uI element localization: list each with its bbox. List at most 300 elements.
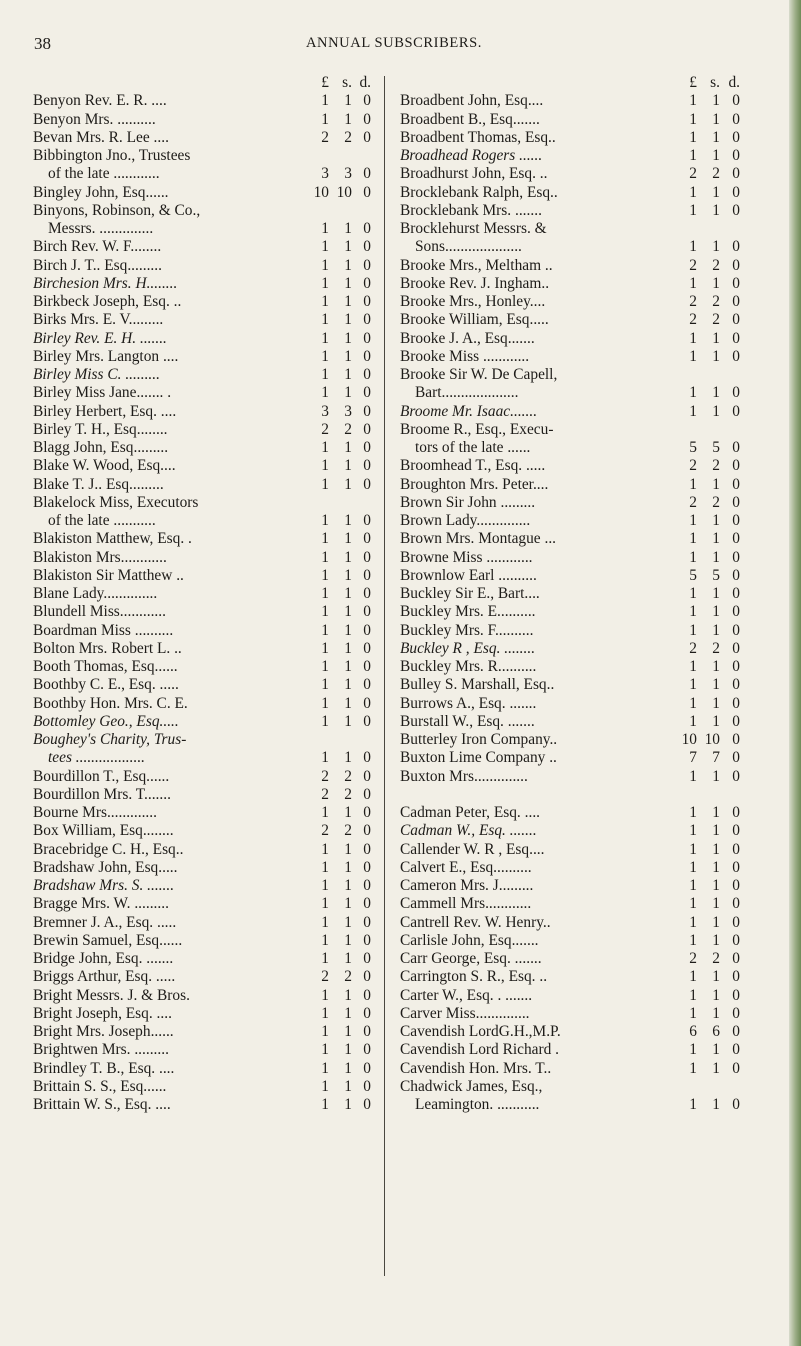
subscriber-row [400, 366, 740, 384]
subscriber-row [400, 384, 740, 402]
pence-value: 0 [732, 913, 740, 931]
pounds-value: 1 [321, 512, 329, 529]
subscriber-row [33, 147, 371, 165]
subscriber-name: Boughey's Charity, Trus- [33, 731, 187, 748]
shillings-value: 1 [344, 658, 352, 675]
subscriber-name: Birley T. H., Esq........ [33, 420, 168, 438]
pence-header: d. [728, 74, 740, 91]
subscriber-name: Broomhead T., Esq. ..... [400, 457, 546, 475]
subscriber-row [400, 622, 740, 640]
pence-value: 0 [363, 895, 371, 913]
pence-value: 0 [363, 238, 371, 256]
pounds-value: 1 [321, 639, 329, 657]
subscriber-name: Broadhurst John, Esq. .. [400, 165, 548, 183]
pounds-value: 1 [321, 566, 329, 584]
subscriber-row [400, 1041, 740, 1059]
shillings-value: 2 [344, 767, 352, 785]
shillings-value: 1 [712, 968, 720, 986]
shillings-value: 1 [712, 238, 720, 256]
subscriber-name: of the late ............ [48, 165, 160, 183]
pence-value: 0 [363, 347, 371, 365]
pounds-value: 1 [689, 658, 697, 675]
pounds-value: 1 [321, 694, 329, 712]
pence-value: 0 [363, 402, 371, 420]
pounds-value: 2 [321, 785, 329, 803]
pence-value: 0 [363, 293, 371, 310]
subscriber-row [33, 950, 371, 968]
pounds-value: 6 [689, 1023, 697, 1040]
pounds-value: 1 [321, 1077, 329, 1095]
subscriber-row [33, 238, 371, 256]
subscriber-name: Bright Messrs. J. & Bros. [33, 986, 190, 1004]
pounds-value: 1 [689, 1004, 697, 1022]
subscriber-name: Carter W., Esq. . ....... [400, 986, 533, 1004]
subscriber-name: Butterley Iron Company.. [400, 731, 558, 748]
pounds-value: 1 [321, 92, 329, 110]
subscriber-row [33, 841, 371, 859]
subscriber-name: Cavendish LordG.H.,M.P. [400, 1023, 561, 1040]
subscriber-name: Broadhead Rogers ...... [400, 147, 543, 164]
subscriber-row [33, 275, 371, 293]
subscriber-row [400, 111, 740, 129]
subscriber-row [33, 476, 371, 494]
pence-value: 0 [363, 329, 371, 347]
pence-value: 0 [732, 92, 740, 110]
subscriber-name: Cavendish Lord Richard . [400, 1041, 560, 1059]
pounds-value: 2 [321, 822, 329, 840]
subscriber-name: Sons.................... [415, 238, 522, 256]
subscriber-row [33, 220, 371, 238]
subscriber-row [33, 494, 371, 512]
subscriber-name: Bourne Mrs............. [33, 804, 157, 821]
subscriber-name: Bourdillon T., Esq...... [33, 767, 170, 785]
pence-value: 0 [732, 439, 740, 456]
subscriber-row [400, 220, 740, 238]
subscriber-row [33, 749, 371, 767]
subscriber-row [400, 1005, 740, 1023]
subscriber-name: Bourdillon Mrs. T....... [33, 785, 171, 803]
subscriber-row [400, 293, 740, 311]
pounds-value: 1 [321, 293, 329, 310]
shillings-value: 2 [344, 968, 352, 986]
pounds-value: 1 [321, 658, 329, 675]
pence-value: 0 [363, 512, 371, 529]
pence-value: 0 [732, 877, 740, 894]
shillings-value: 1 [344, 840, 352, 858]
subscriber-name: Bremner J. A., Esq. ..... [33, 913, 177, 931]
pounds-value: 1 [689, 274, 697, 292]
pence-value: 0 [363, 1059, 371, 1077]
subscriber-row [400, 202, 740, 220]
subscriber-row [33, 786, 371, 804]
pence-value: 0 [732, 110, 740, 128]
shillings-value: 1 [344, 694, 352, 712]
subscriber-row [400, 92, 740, 110]
page-edge [789, 0, 801, 1346]
pounds-value: 1 [321, 530, 329, 548]
subscriber-row [33, 530, 371, 548]
shillings-value: 1 [344, 293, 352, 310]
shillings-value: 1 [344, 603, 352, 621]
subscriber-name: Brooke J. A., Esq....... [400, 329, 535, 347]
subscriber-row [33, 567, 371, 585]
subscriber-row [400, 1060, 740, 1078]
shillings-value: 1 [712, 804, 720, 821]
subscriber-name: Cantrell Rev. W. Henry.. [400, 913, 551, 931]
subscriber-row [400, 695, 740, 713]
subscriber-row [33, 877, 371, 895]
subscriber-row [400, 841, 740, 859]
subscriber-row [33, 622, 371, 640]
shillings-value: 1 [344, 712, 352, 730]
subscriber-name: Birley Miss Jane....... . [33, 384, 172, 402]
pounds-value: 1 [321, 457, 329, 475]
pence-value: 0 [732, 1041, 740, 1059]
shillings-value: 1 [344, 1004, 352, 1022]
pence-value: 0 [732, 1023, 740, 1040]
pence-value: 0 [363, 950, 371, 967]
pence-value: 0 [363, 968, 371, 986]
subscriber-row [400, 914, 740, 932]
shillings-value: 1 [712, 931, 720, 949]
shillings-value: 1 [712, 92, 720, 110]
subscriber-name: Brocklebank Mrs. ....... [400, 201, 542, 219]
pounds-value: 1 [689, 238, 697, 256]
subscriber-name: Blakiston Sir Matthew .. [33, 566, 184, 584]
pence-value: 0 [363, 1023, 371, 1040]
subscriber-name: Brown Sir John ......... [400, 493, 536, 511]
shillings-value: 6 [712, 1023, 720, 1040]
subscriber-name: of the late ........... [48, 512, 156, 529]
pounds-value: 1 [321, 950, 329, 967]
shillings-value: 1 [712, 110, 720, 128]
subscriber-row [400, 932, 740, 950]
shillings-value: 1 [712, 147, 720, 164]
subscriber-name: Bart.................... [415, 384, 519, 402]
pence-value: 0 [732, 329, 740, 347]
pounds-value: 1 [689, 1096, 697, 1113]
pounds-value: 3 [321, 165, 329, 183]
subscriber-name: Blagg John, Esq......... [33, 439, 169, 456]
subscriber-row [33, 366, 371, 384]
shillings-value: 1 [344, 950, 352, 967]
pence-value: 0 [363, 785, 371, 803]
shillings-value: 1 [344, 639, 352, 657]
pence-value: 0 [732, 767, 740, 785]
subscriber-name: Birley Miss C. ......... [33, 366, 160, 383]
pounds-value: 10 [313, 183, 329, 201]
pence-value: 0 [732, 603, 740, 621]
subscriber-row [400, 1078, 740, 1096]
shillings-value: 2 [344, 822, 352, 840]
subscriber-name: Boothby C. E., Esq. ..... [33, 676, 179, 694]
subscriber-row [400, 530, 740, 548]
pounds-value: 1 [321, 1023, 329, 1040]
subscriber-row [400, 658, 740, 676]
pence-value: 0 [732, 694, 740, 712]
subscriber-row [33, 1041, 371, 1059]
shillings-value: 1 [344, 439, 352, 456]
shillings-value: 1 [344, 512, 352, 529]
subscriber-row [33, 293, 371, 311]
subscriber-name: Brooke Rev. J. Ingham.. [400, 274, 550, 292]
subscriber-row [33, 822, 371, 840]
subscriber-row [400, 731, 740, 749]
subscriber-row [400, 968, 740, 986]
shillings-value: 1 [344, 110, 352, 128]
pence-value: 0 [363, 913, 371, 931]
subscriber-name: Broadbent Thomas, Esq.. [400, 128, 556, 146]
shillings-value: 2 [712, 293, 720, 310]
subscriber-row [400, 129, 740, 147]
subscriber-row [33, 1005, 371, 1023]
subscriber-name: Birch Rev. W. F........ [33, 238, 162, 256]
shillings-value: 1 [344, 384, 352, 402]
shillings-value: 1 [712, 183, 720, 201]
subscriber-name: Brocklehurst Messrs. & [400, 220, 547, 237]
pounds-value: 2 [689, 311, 697, 329]
pence-value: 0 [732, 731, 740, 748]
subscriber-name: Boardman Miss .......... [33, 621, 174, 639]
subscriber-row [400, 147, 740, 165]
subscriber-name: Birley Herbert, Esq. .... [33, 402, 177, 420]
shillings-value: 1 [344, 1023, 352, 1040]
pence-value: 0 [732, 201, 740, 219]
currency-header [33, 74, 371, 92]
subscriber-row [33, 129, 371, 147]
pence-value: 0 [363, 1004, 371, 1022]
subscriber-row [33, 731, 371, 749]
pounds-value: 1 [689, 530, 697, 548]
shillings-value: 1 [344, 986, 352, 1004]
pounds-value: 2 [689, 256, 697, 274]
pounds-value: 1 [321, 913, 329, 931]
shillings-value: 1 [712, 512, 720, 529]
pence-value: 0 [732, 384, 740, 402]
subscriber-row [400, 640, 740, 658]
subscriber-name: Bracebridge C. H., Esq.. [33, 840, 184, 858]
pence-value: 0 [732, 658, 740, 675]
pounds-value: 1 [689, 475, 697, 493]
subscriber-row [33, 895, 371, 913]
pence-value: 0 [363, 366, 371, 383]
pounds-value: 1 [321, 475, 329, 493]
shillings-value: 1 [344, 1059, 352, 1077]
subscriber-name: Broadbent B., Esq....... [400, 110, 540, 128]
shillings-value: 1 [712, 913, 720, 931]
pounds-value: 1 [689, 804, 697, 821]
subscriber-row [400, 804, 740, 822]
pence-value: 0 [363, 128, 371, 146]
shillings-value: 1 [344, 585, 352, 602]
subscriber-row [400, 859, 740, 877]
shillings-value: 2 [344, 128, 352, 146]
shillings-value: 1 [344, 1041, 352, 1059]
subscriber-name: Box William, Esq........ [33, 822, 174, 840]
pence-value: 0 [363, 877, 371, 894]
subscriber-name: Blakiston Mrs............ [33, 548, 167, 566]
pounds-value: 1 [689, 110, 697, 128]
pounds-value: 1 [689, 694, 697, 712]
pounds-value: 1 [689, 347, 697, 365]
pounds-value: 1 [689, 822, 697, 840]
pounds-value: 1 [321, 311, 329, 329]
pence-value: 0 [732, 1096, 740, 1113]
subscriber-name: Brown Mrs. Montague ... [400, 530, 557, 548]
pounds-value: 1 [321, 238, 329, 256]
pence-value: 0 [363, 585, 371, 602]
shillings-value: 1 [344, 877, 352, 894]
shillings-value: 2 [344, 785, 352, 803]
pounds-value: 1 [689, 712, 697, 730]
subscriber-name: Cadman Peter, Esq. .... [400, 804, 541, 821]
subscriber-row [33, 330, 371, 348]
pence-value: 0 [363, 694, 371, 712]
subscriber-name: Bulley S. Marshall, Esq.. [400, 676, 555, 694]
subscriber-name: Buckley Mrs. R.......... [400, 658, 537, 675]
subscriber-row [400, 330, 740, 348]
subscriber-row [400, 476, 740, 494]
shillings-value: 1 [712, 895, 720, 913]
shillings-value: 2 [712, 256, 720, 274]
pounds-value: 1 [689, 512, 697, 529]
subscriber-name: Buckley R , Esq. ........ [400, 639, 536, 657]
subscriber-row [33, 585, 371, 603]
subscriber-row [33, 932, 371, 950]
subscriber-row [33, 859, 371, 877]
pounds-value: 1 [689, 1041, 697, 1059]
pounds-value: 1 [321, 585, 329, 602]
pounds-value: 1 [689, 913, 697, 931]
pounds-value: 1 [321, 931, 329, 949]
pounds-value: 1 [321, 1041, 329, 1059]
shillings-value: 1 [344, 347, 352, 365]
shillings-value: 2 [344, 420, 352, 438]
subscriber-name: Bottomley Geo., Esq..... [33, 712, 179, 730]
subscriber-name: Binyons, Robinson, & Co., [33, 201, 201, 219]
subscriber-name: Broome Mr. Isaac....... [400, 402, 538, 420]
subscriber-name: Cameron Mrs. J......... [400, 877, 534, 894]
subscriber-name: Bevan Mrs. R. Lee .... [33, 128, 169, 146]
pounds-value: 1 [321, 804, 329, 821]
subscriber-name: tees .................. [48, 749, 146, 767]
shillings-value: 3 [344, 402, 352, 420]
subscriber-row [400, 275, 740, 293]
pounds-value: 1 [689, 1059, 697, 1077]
shillings-value: 1 [344, 548, 352, 566]
pence-value: 0 [732, 968, 740, 986]
subscriber-row [33, 165, 371, 183]
subscriber-row [33, 257, 371, 275]
pence-value: 0 [363, 931, 371, 949]
shillings-value: 1 [344, 238, 352, 256]
pounds-value: 5 [689, 439, 697, 456]
pounds-value: 1 [689, 603, 697, 621]
shillings-value: 1 [712, 475, 720, 493]
shillings-value: 1 [344, 274, 352, 292]
shillings-value: 1 [712, 767, 720, 785]
pounds-value: 1 [321, 439, 329, 456]
subscriber-name: tors of the late ...... [415, 439, 531, 456]
shillings-value: 1 [712, 676, 720, 694]
subscriber-name: Birks Mrs. E. V......... [33, 311, 164, 329]
subscriber-name: Cadman W., Esq. ....... [400, 822, 537, 840]
shillings-value: 1 [712, 621, 720, 639]
shillings-value: 1 [712, 329, 720, 347]
pence-value: 0 [363, 110, 371, 128]
pounds-value: 2 [689, 639, 697, 657]
subscriber-row [400, 749, 740, 767]
pounds-value: 2 [321, 767, 329, 785]
shillings-value: 1 [344, 676, 352, 694]
shillings-value: 1 [712, 694, 720, 712]
pounds-value: 1 [321, 621, 329, 639]
pounds-value: 1 [321, 603, 329, 621]
subscriber-name: Messrs. .............. [48, 220, 154, 237]
pounds-value: 2 [321, 420, 329, 438]
shillings-value: 1 [344, 895, 352, 913]
subscriber-name: Benyon Rev. E. R. .... [33, 92, 167, 110]
subscriber-name: Brooke Mrs., Meltham .. [400, 256, 553, 274]
subscriber-name: Brooke Sir W. De Capell, [400, 366, 558, 383]
subscriber-name: Brooke Miss ............ [400, 347, 530, 365]
pence-value: 0 [732, 931, 740, 949]
pence-value: 0 [363, 749, 371, 767]
pence-value: 0 [732, 475, 740, 493]
subscriber-row [33, 403, 371, 421]
pence-value: 0 [732, 274, 740, 292]
pence-value: 0 [363, 986, 371, 1004]
subscriber-name: Broome R., Esq., Execu- [400, 420, 554, 438]
subscriber-name: Leamington. ........... [415, 1096, 540, 1113]
subscriber-name: Birch J. T.. Esq......... [33, 256, 162, 274]
pence-value: 0 [363, 712, 371, 730]
subscriber-name: Bradshaw John, Esq..... [33, 858, 178, 876]
subscriber-name: Bright Mrs. Joseph...... [33, 1023, 174, 1040]
pence-value: 0 [363, 220, 371, 237]
subscriber-row [33, 457, 371, 475]
pence-header: d. [359, 74, 371, 91]
shillings-value: 2 [712, 950, 720, 967]
shillings-value: 1 [712, 1059, 720, 1077]
shillings-value: 1 [344, 311, 352, 329]
pence-value: 0 [732, 512, 740, 529]
pence-value: 0 [732, 147, 740, 164]
pence-value: 0 [363, 840, 371, 858]
subscriber-row [33, 348, 371, 366]
pence-value: 0 [732, 402, 740, 420]
pounds-value: 1 [321, 676, 329, 694]
pounds-value: 1 [689, 877, 697, 894]
subscriber-row [33, 695, 371, 713]
pounds-value: 1 [689, 621, 697, 639]
subscriber-name: Birley Mrs. Langton .... [33, 347, 179, 365]
pence-value: 0 [732, 950, 740, 967]
subscriber-name: Brittain S. S., Esq...... [33, 1077, 167, 1095]
pence-value: 0 [732, 457, 740, 475]
shillings-value: 1 [344, 220, 352, 237]
subscriber-name: Benyon Mrs. .......... [33, 110, 156, 128]
subscriber-name: Burstall W., Esq. ....... [400, 712, 535, 730]
shillings-value: 10 [336, 183, 352, 201]
pounds-value: 1 [689, 968, 697, 986]
subscriber-name: Brownlow Earl .......... [400, 566, 537, 584]
subscriber-name: Bradshaw Mrs. S. ....... [33, 877, 175, 894]
subscriber-row [400, 603, 740, 621]
subscriber-name: Brewin Samuel, Esq...... [33, 931, 183, 949]
pounds-header: £ [321, 74, 329, 91]
pence-value: 0 [363, 256, 371, 274]
